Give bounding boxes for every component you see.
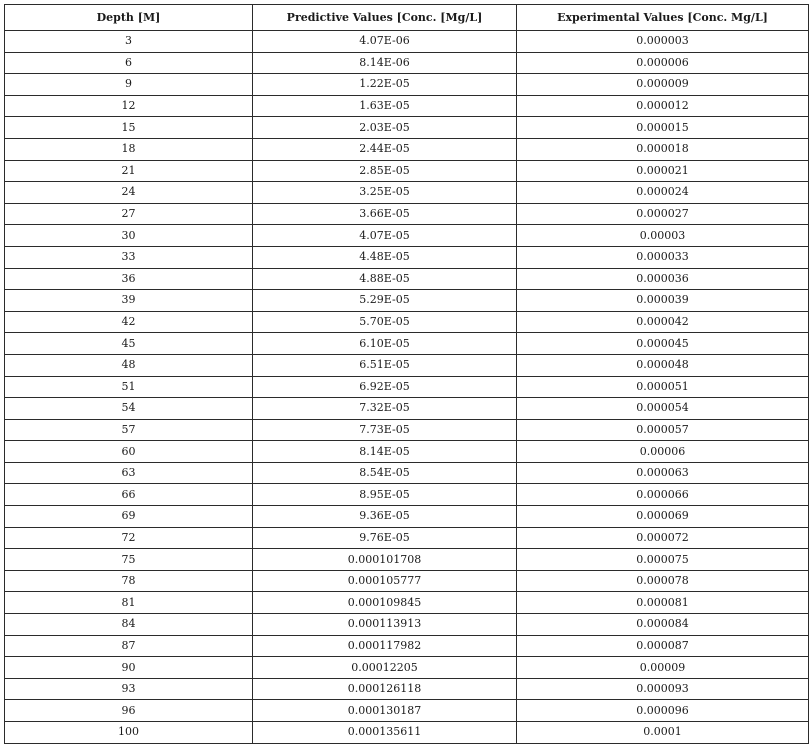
predictive-value-cell: 3.25E-05 <box>253 182 517 204</box>
predictive-value-cell: 9.76E-05 <box>253 527 517 549</box>
experimental-value-cell: 0.000009 <box>517 74 809 96</box>
table-row <box>5 441 809 463</box>
experimental-value-cell: 0.000078 <box>517 570 809 592</box>
table-row <box>5 678 809 700</box>
depth-cell: 54 <box>5 398 253 420</box>
experimental-value-cell: 0.000087 <box>517 635 809 657</box>
experimental-value-cell: 0.000039 <box>517 290 809 312</box>
depth-cell: 30 <box>5 225 253 247</box>
table-row <box>5 117 809 139</box>
depth-cell: 45 <box>5 333 253 355</box>
predictive-value-cell: 0.00012205 <box>253 657 517 679</box>
predictive-value-cell: 5.29E-05 <box>253 290 517 312</box>
depth-cell: 42 <box>5 311 253 333</box>
table-row <box>5 527 809 549</box>
depth-cell: 69 <box>5 506 253 528</box>
table-row <box>5 182 809 204</box>
experimental-value-cell: 0.000072 <box>517 527 809 549</box>
predictive-value-cell: 6.92E-05 <box>253 376 517 398</box>
predictive-value-cell: 2.44E-05 <box>253 138 517 160</box>
depth-cell: 93 <box>5 678 253 700</box>
table-row <box>5 203 809 225</box>
table-row <box>5 246 809 268</box>
table-row <box>5 722 809 744</box>
predictive-value-cell: 1.22E-05 <box>253 74 517 96</box>
table-row <box>5 268 809 290</box>
depth-cell: 51 <box>5 376 253 398</box>
depth-cell: 15 <box>5 117 253 139</box>
experimental-value-cell: 0.000027 <box>517 203 809 225</box>
table-row <box>5 570 809 592</box>
predictive-value-cell: 5.70E-05 <box>253 311 517 333</box>
predictive-value-cell: 2.85E-05 <box>253 160 517 182</box>
table-row <box>5 419 809 441</box>
predictive-value-cell: 8.54E-05 <box>253 462 517 484</box>
predictive-value-cell: 4.48E-05 <box>253 246 517 268</box>
depth-cell: 72 <box>5 527 253 549</box>
table-row <box>5 354 809 376</box>
depth-cell: 75 <box>5 549 253 571</box>
experimental-value-cell: 0.000033 <box>517 246 809 268</box>
experimental-value-cell: 0.0001 <box>517 722 809 744</box>
experimental-value-cell: 0.000018 <box>517 138 809 160</box>
experimental-value-cell: 0.000054 <box>517 398 809 420</box>
depth-cell: 18 <box>5 138 253 160</box>
header-depth: Depth [M] <box>5 5 253 31</box>
experimental-value-cell: 0.000057 <box>517 419 809 441</box>
depth-cell: 81 <box>5 592 253 614</box>
experimental-value-cell: 0.000048 <box>517 354 809 376</box>
table-row <box>5 376 809 398</box>
depth-cell: 100 <box>5 722 253 744</box>
header-experimental-values: Experimental Values [Conc. Mg/L] <box>517 5 809 31</box>
predictive-value-cell: 0.000109845 <box>253 592 517 614</box>
table-row <box>5 95 809 117</box>
table-row <box>5 484 809 506</box>
experimental-value-cell: 0.000063 <box>517 462 809 484</box>
predictive-value-cell: 4.07E-05 <box>253 225 517 247</box>
table-row <box>5 311 809 333</box>
depth-cell: 12 <box>5 95 253 117</box>
table-row <box>5 506 809 528</box>
predictive-value-cell: 7.73E-05 <box>253 419 517 441</box>
table-row <box>5 225 809 247</box>
table-row <box>5 31 809 53</box>
predictive-value-cell: 8.14E-05 <box>253 441 517 463</box>
experimental-value-cell: 0.000096 <box>517 700 809 722</box>
table-row <box>5 138 809 160</box>
predictive-value-cell: 3.66E-05 <box>253 203 517 225</box>
predictive-value-cell: 6.51E-05 <box>253 354 517 376</box>
experimental-value-cell: 0.000042 <box>517 311 809 333</box>
predictive-value-cell: 7.32E-05 <box>253 398 517 420</box>
experimental-value-cell: 0.000084 <box>517 614 809 636</box>
depth-cell: 24 <box>5 182 253 204</box>
predictive-value-cell: 8.14E-06 <box>253 52 517 74</box>
depth-cell: 3 <box>5 31 253 53</box>
experimental-value-cell: 0.000006 <box>517 52 809 74</box>
data-table-container <box>4 4 809 744</box>
depth-cell: 90 <box>5 657 253 679</box>
experimental-value-cell: 0.000051 <box>517 376 809 398</box>
header-predictive-values: Predictive Values [Conc. [Mg/L] <box>253 5 517 31</box>
predictive-value-cell: 9.36E-05 <box>253 506 517 528</box>
depth-cell: 87 <box>5 635 253 657</box>
predictive-value-cell: 2.03E-05 <box>253 117 517 139</box>
table-header-row <box>5 5 809 31</box>
predictive-value-cell: 0.000135611 <box>253 722 517 744</box>
predictive-value-cell: 1.63E-05 <box>253 95 517 117</box>
depth-cell: 39 <box>5 290 253 312</box>
experimental-value-cell: 0.000003 <box>517 31 809 53</box>
predictive-value-cell: 0.000105777 <box>253 570 517 592</box>
experimental-value-cell: 0.000069 <box>517 506 809 528</box>
experimental-value-cell: 0.000066 <box>517 484 809 506</box>
experimental-value-cell: 0.00006 <box>517 441 809 463</box>
depth-cell: 27 <box>5 203 253 225</box>
table-row <box>5 74 809 96</box>
experimental-value-cell: 0.000021 <box>517 160 809 182</box>
table-row <box>5 635 809 657</box>
depth-cell: 9 <box>5 74 253 96</box>
experimental-value-cell: 0.000024 <box>517 182 809 204</box>
table-row <box>5 657 809 679</box>
depth-cell: 96 <box>5 700 253 722</box>
table-row <box>5 592 809 614</box>
experimental-value-cell: 0.000093 <box>517 678 809 700</box>
experimental-value-cell: 0.000012 <box>517 95 809 117</box>
table-row <box>5 160 809 182</box>
depth-cell: 33 <box>5 246 253 268</box>
table-row <box>5 333 809 355</box>
experimental-value-cell: 0.000045 <box>517 333 809 355</box>
predictive-value-cell: 0.000130187 <box>253 700 517 722</box>
table-body <box>5 31 809 744</box>
depth-concentration-table <box>4 4 809 744</box>
depth-cell: 36 <box>5 268 253 290</box>
predictive-value-cell: 8.95E-05 <box>253 484 517 506</box>
depth-cell: 60 <box>5 441 253 463</box>
table-row <box>5 614 809 636</box>
depth-cell: 66 <box>5 484 253 506</box>
table-row <box>5 462 809 484</box>
experimental-value-cell: 0.000036 <box>517 268 809 290</box>
predictive-value-cell: 6.10E-05 <box>253 333 517 355</box>
experimental-value-cell: 0.000015 <box>517 117 809 139</box>
depth-cell: 78 <box>5 570 253 592</box>
experimental-value-cell: 0.00003 <box>517 225 809 247</box>
table-row <box>5 52 809 74</box>
depth-cell: 6 <box>5 52 253 74</box>
predictive-value-cell: 4.88E-05 <box>253 268 517 290</box>
predictive-value-cell: 0.000117982 <box>253 635 517 657</box>
depth-cell: 48 <box>5 354 253 376</box>
predictive-value-cell: 0.000101708 <box>253 549 517 571</box>
predictive-value-cell: 0.000113913 <box>253 614 517 636</box>
depth-cell: 57 <box>5 419 253 441</box>
experimental-value-cell: 0.000081 <box>517 592 809 614</box>
table-row <box>5 290 809 312</box>
depth-cell: 63 <box>5 462 253 484</box>
predictive-value-cell: 0.000126118 <box>253 678 517 700</box>
predictive-value-cell: 4.07E-06 <box>253 31 517 53</box>
table-row <box>5 700 809 722</box>
experimental-value-cell: 0.000075 <box>517 549 809 571</box>
table-row <box>5 549 809 571</box>
experimental-value-cell: 0.00009 <box>517 657 809 679</box>
table-row <box>5 398 809 420</box>
depth-cell: 84 <box>5 614 253 636</box>
depth-cell: 21 <box>5 160 253 182</box>
